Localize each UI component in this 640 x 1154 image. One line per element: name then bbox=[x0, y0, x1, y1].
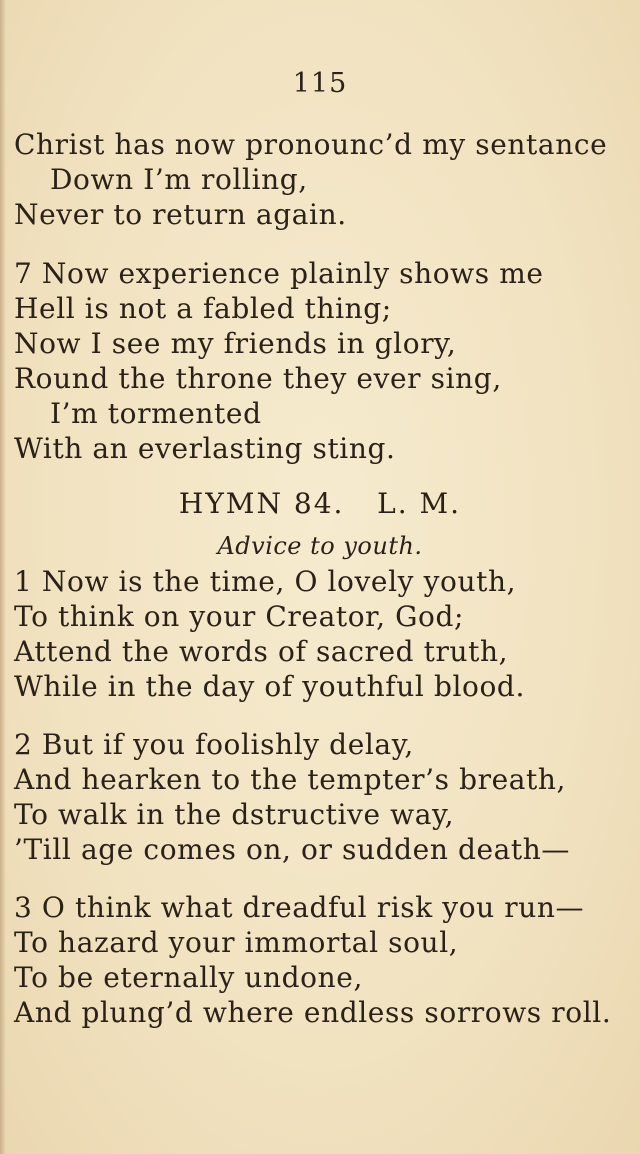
page-edge-shadow bbox=[0, 0, 6, 1154]
verse-line: Attend the words of sacred truth, bbox=[14, 635, 509, 668]
verse-line: Down I’m rolling, bbox=[50, 163, 308, 196]
hymn-subtitle: Advice to youth. bbox=[217, 532, 423, 560]
verse-line: Round the throne they ever sing, bbox=[14, 362, 502, 395]
verse-line: ’Till age comes on, or sudden death— bbox=[14, 833, 571, 866]
verse-line: And hearken to the tempter’s breath, bbox=[14, 763, 567, 796]
verse-line: 2 But if you foolishly delay, bbox=[14, 728, 414, 761]
verse-line: With an everlasting sting. bbox=[14, 432, 396, 465]
verse-line: To think on your Creator, God; bbox=[14, 600, 465, 633]
verse-line: Hell is not a fabled thing; bbox=[14, 292, 392, 325]
page-number: 115 bbox=[292, 68, 348, 99]
verse-line: 1 Now is the time, O lovely youth, bbox=[14, 565, 517, 598]
verse-line: Christ has now pronounc’d my sentance bbox=[14, 128, 608, 161]
verse-line: To be eternally undone, bbox=[14, 961, 363, 994]
verse-line: While in the day of youthful blood. bbox=[14, 670, 525, 703]
hymn-title: HYMN 84. L. M. bbox=[178, 487, 462, 520]
verse-line: Never to return again. bbox=[14, 198, 347, 231]
verse-line: And plung’d where endless sorrows roll. bbox=[14, 996, 612, 1029]
verse-line: Now I see my friends in glory, bbox=[14, 327, 457, 360]
verse-line: 7 Now experience plainly shows me bbox=[14, 257, 544, 290]
verse-line: To hazard your immortal soul, bbox=[14, 926, 459, 959]
verse-line: I’m tormented bbox=[50, 397, 262, 430]
verse-line: 3 O think what dreadful risk you run— bbox=[14, 891, 585, 924]
verse-line: To walk in the dstructive way, bbox=[14, 798, 455, 831]
